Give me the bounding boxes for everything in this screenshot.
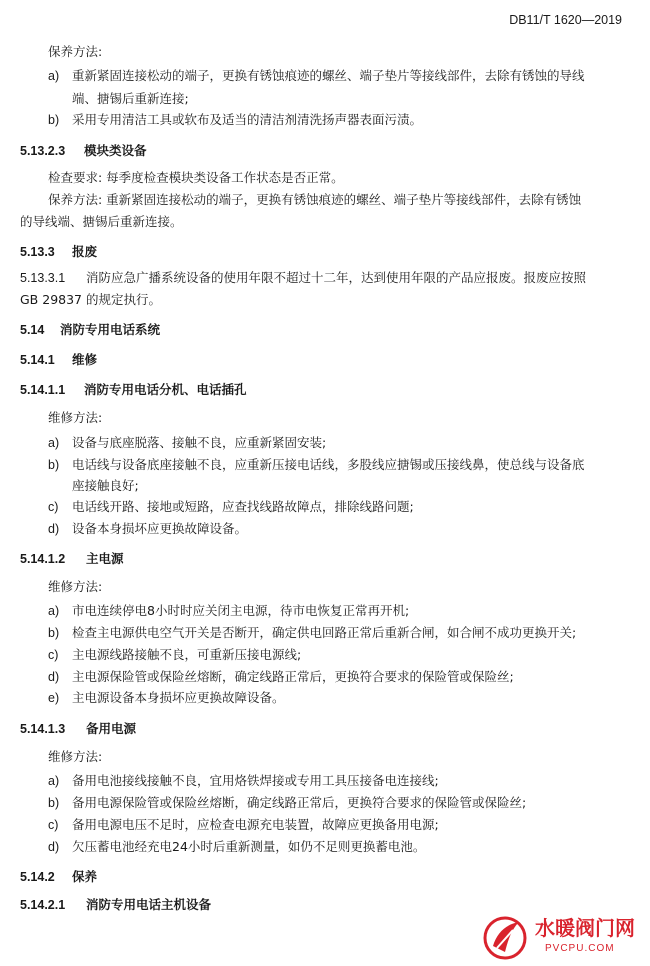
section-title: 维修	[72, 352, 98, 367]
section-title: 报废	[72, 244, 98, 259]
paragraph-repair-method: 维修方法:	[48, 749, 103, 764]
list-item-text: 设备与底座脱落、接触不良，应重新紧固安装;	[72, 435, 327, 450]
list-marker-b: b)	[48, 113, 60, 127]
paragraph-maintenance-method: 保养方法: 重新紧固连接松动的端子，更换有锈蚀痕迹的螺丝、端子垫片等接线部件，去除有锈蚀	[48, 192, 582, 207]
section-title: 消防专用电话系统	[60, 322, 161, 337]
paragraph-inspection-requirement: 检查要求: 每季度检查模块类设备工作状态是否正常。	[48, 170, 344, 185]
list-marker-d: d)	[48, 840, 60, 854]
section-title: 备用电源	[86, 721, 137, 736]
section-number: 5.13.2.3	[20, 144, 66, 158]
list-marker-a: a)	[48, 604, 60, 618]
list-item-text: 备用电池接线接触不良，宜用烙铁焊接或专用工具压接备电连接线;	[72, 773, 439, 788]
watermark-brand-url: PVCPU.COM	[545, 943, 615, 954]
list-marker-c: c)	[48, 500, 59, 514]
list-item-text: 主电源设备本身损坏应更换故障设备。	[72, 690, 285, 705]
list-item-text: 设备本身损坏应更换故障设备。	[72, 521, 248, 536]
section-number: 5.14	[20, 323, 45, 337]
section-number: 5.14.1	[20, 353, 55, 367]
list-item-continuation: 端、搪锡后重新连接;	[72, 91, 189, 106]
list-item-text: 市电连续停电8小时时应关闭主电源，待市电恢复正常再开机;	[72, 603, 410, 618]
list-marker-a: a)	[48, 69, 60, 83]
list-item-text: 备用电源电压不足时，应检查电源充电装置，故障应更换备用电源;	[72, 817, 439, 832]
list-marker-e: e)	[48, 691, 60, 705]
list-marker-c: c)	[48, 818, 59, 832]
section-title: 消防专用电话主机设备	[86, 897, 212, 912]
list-marker-a: a)	[48, 436, 60, 450]
list-item-text: 电话线开路、接地或短路，应查找线路故障点，排除线路问题;	[72, 499, 414, 514]
paragraph-repair-method: 维修方法:	[48, 579, 103, 594]
section-title: 保养	[72, 869, 98, 884]
list-marker-b: b)	[48, 626, 60, 640]
document-code: DB11/T 1620—2019	[509, 13, 622, 27]
paragraph-continuation: 的导线端、搪锡后重新连接。	[20, 214, 183, 229]
list-item-text: 备用电源保险管或保险丝熔断，确定线路正常后，更换符合要求的保险管或保险丝;	[72, 795, 527, 810]
list-item-text: 主电源线路接触不良，可重新压接电源线;	[72, 647, 302, 662]
list-item-text: 欠压蓄电池经充电24小时后重新测量，如仍不足则更换蓄电池。	[72, 839, 426, 854]
list-item-continuation: 座接触良好;	[72, 478, 139, 493]
section-number: 5.14.1.2	[20, 552, 66, 566]
paragraph-repair-method: 维修方法:	[48, 410, 103, 425]
list-item-text: 电话线与设备底座接触不良，应重新压接电话线，多股线应搪锡或压接线鼻，使总线与设备底	[72, 457, 585, 472]
clause-text: 消防应急广播系统设备的使用年限不超过十二年，达到使用年限的产品应报废。报废应按照	[86, 270, 587, 285]
list-marker-d: d)	[48, 522, 60, 536]
section-number: 5.14.1.1	[20, 383, 66, 397]
watermark-logo	[483, 912, 650, 962]
section-number: 5.14.2.1	[20, 898, 66, 912]
list-marker-c: c)	[48, 648, 59, 662]
section-title: 模块类设备	[84, 143, 147, 158]
clause-continuation: GB 29837 的规定执行。	[20, 292, 161, 307]
section-title: 主电源	[86, 551, 124, 566]
watermark-brand-name: 水暖阀门网	[535, 916, 635, 940]
list-item-text: 主电源保险管或保险丝熔断，确定线路正常后，更换符合要求的保险管或保险丝;	[72, 669, 514, 684]
section-number: 5.14.2	[20, 870, 55, 884]
list-marker-d: d)	[48, 670, 60, 684]
list-marker-b: b)	[48, 458, 60, 472]
list-marker-a: a)	[48, 774, 60, 788]
list-item-text: 检查主电源供电空气开关是否断开，确定供电回路正常后重新合闸，如合闸不成功更换开关;	[72, 625, 577, 640]
list-marker-b: b)	[48, 796, 60, 810]
list-item-text: 重新紧固连接松动的端子，更换有锈蚀痕迹的螺丝、端子垫片等接线部件，去除有锈蚀的导线	[72, 68, 585, 83]
section-number: 5.13.3	[20, 245, 55, 259]
paragraph-maintenance-method: 保养方法:	[48, 44, 103, 59]
section-number: 5.14.1.3	[20, 722, 66, 736]
clause-number: 5.13.3.1	[20, 271, 66, 285]
section-title: 消防专用电话分机、电话插孔	[84, 382, 247, 397]
list-item-text: 采用专用清洁工具或软布及适当的清洁剂清洗扬声器表面污渍。	[72, 112, 423, 127]
